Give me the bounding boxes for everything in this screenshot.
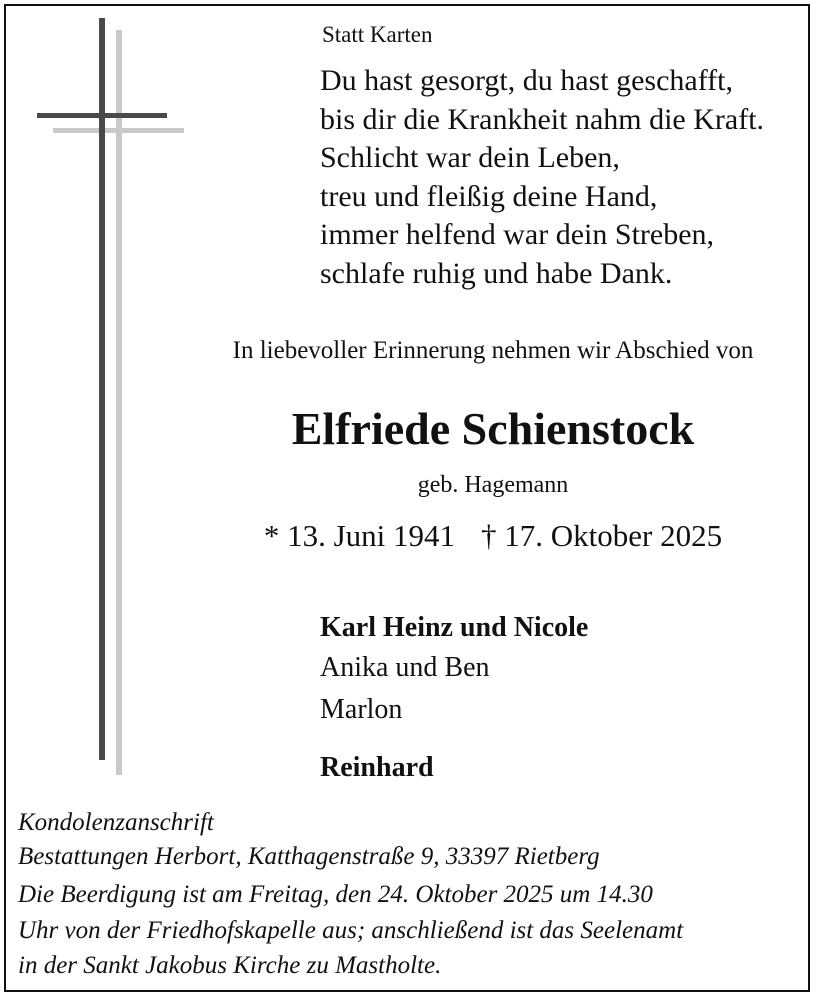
- life-dates: [0, 518, 818, 554]
- birth-name: geb. Hagemann: [417, 472, 569, 498]
- deceased-name: Elfriede Schienstock: [291, 403, 695, 454]
- poem-line: immer helfend war dein Streben,: [320, 218, 715, 251]
- poem: [320, 62, 764, 293]
- family-member: Karl Heinz und Nicole: [320, 612, 589, 643]
- birth-date: * 13. Juni 1941: [263, 518, 456, 553]
- poem-line: bis dir die Krankheit nahm die Kraft.: [320, 102, 765, 136]
- funeral-info-line: Die Beerdigung ist am Freitag, den 24. Oktober 2025 um 14.30: [18, 881, 653, 908]
- cross-horizontal-beam: [37, 113, 167, 118]
- funeral-info-line: Uhr von der Friedhofskapelle aus; anschließend ist das Seelenamt: [18, 917, 684, 944]
- death-date: † 17. Oktober 2025: [481, 518, 723, 553]
- statt-karten-label: Statt Karten: [322, 22, 433, 47]
- cross-vertical-beam: [99, 18, 105, 760]
- farewell-intro: In liebevoller Erinnerung nehmen wir Abschied von: [232, 337, 754, 364]
- family-member: Marlon: [320, 694, 403, 725]
- poem-line: Du hast gesorgt, du hast geschafft,: [320, 64, 733, 97]
- condolence-label: Kondolenzanschrift: [18, 809, 214, 836]
- condolence-address: Bestattungen Herbort, Katthagenstraße 9, 33397 Rietberg: [18, 843, 600, 870]
- poem-line: schlafe ruhig und habe Dank.: [320, 256, 673, 290]
- cross-shadow-horizontal: [53, 128, 184, 133]
- family-member: Reinhard: [320, 752, 434, 783]
- poem-line: Schlicht war dein Leben,: [320, 141, 620, 174]
- family-member: Anika und Ben: [320, 652, 490, 683]
- poem-line: treu und fleißig deine Hand,: [320, 179, 658, 213]
- funeral-info-line: in der Sankt Jakobus Kirche zu Mastholte.: [18, 952, 442, 979]
